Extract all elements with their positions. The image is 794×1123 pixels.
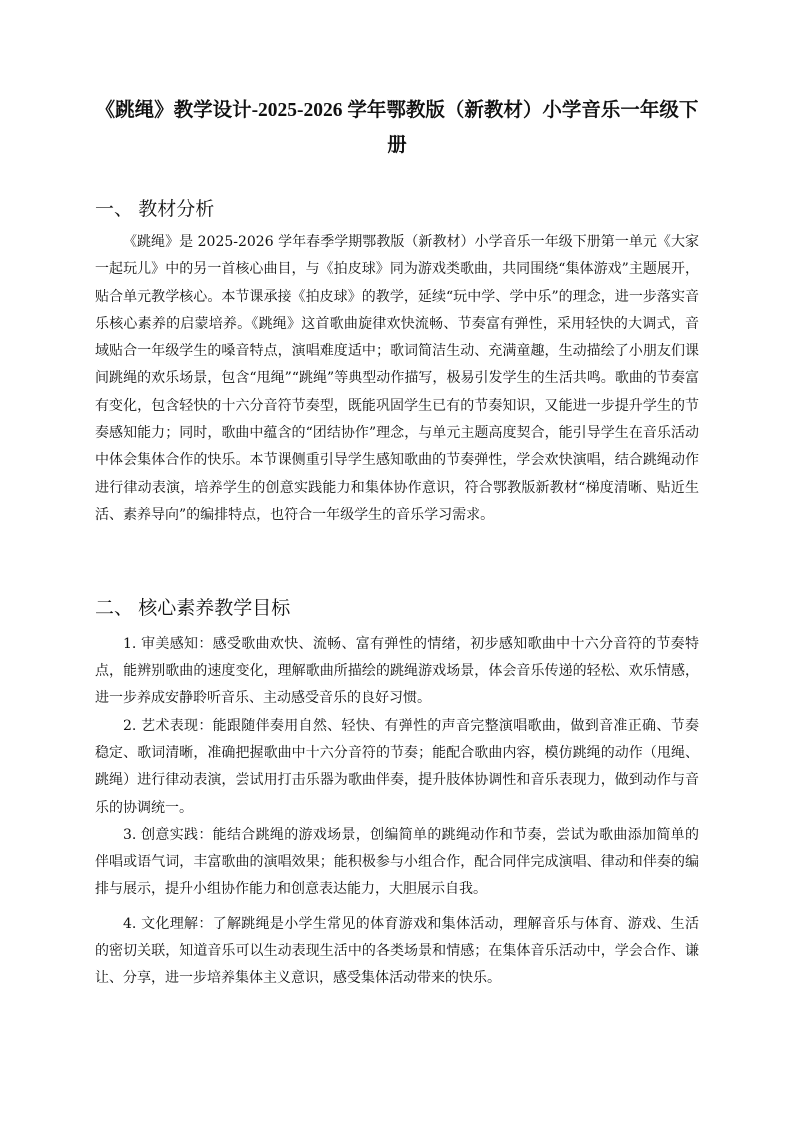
goal-number: 1. [123,636,137,652]
goal-text: 创意实践：能结合跳绳的游戏场景，创编简单的跳绳动作和节奏，尝试为歌曲添加简单的伴唱或语气词，丰富歌曲的演唱效果；能积极参与小组合作，配合同伴完成演唱、律动和伴奏的编排与展示，提升小组协作能力和创意表达能力，大胆展示自我。 [95,827,699,898]
goal-number: 3. [123,827,137,843]
goal-text: 文化理解：了解跳绳是小学生常见的体育游戏和集体活动，理解音乐与体育、游戏、生活的密切关联，知道音乐可以生动表现生活中的各类场景和情感；在集体音乐活动中，学会合作、谦让、分享，进一步培养集体主义意识，感受集体活动带来的快乐。 [95,916,699,987]
goal-item-creative-practice [95,822,699,904]
goal-text: 审美感知：感受歌曲欢快、流畅、富有弹性的情绪，初步感知歌曲中十六分音符的节奏特点，能辨别歌曲的速度变化，理解歌曲所描绘的跳绳游戏场景，体会音乐传递的轻松、欢乐情感，进一步养成安静聆听音乐、主动感受音乐的良好习惯。 [95,636,699,707]
section-heading-textbook-analysis: 一、 教材分析 [95,199,215,220]
textbook-analysis-paragraph: 《跳绳》是 2025-2026 学年春季学期鄂教版（新教材）小学音乐一年级下册第一单元《大家一起玩儿》中的另一首核心曲目，与《拍皮球》同为游戏类歌曲，共同围绕“集体游戏”主题展开，贴合单元教学核心。本节课承接《拍皮球》的教学，延续“玩中学、学中乐”的理念，进一步落实音乐核心素养的启蒙培养。《跳绳》这首歌曲旋律欢快流畅、节奏富有弹性，采用轻快的大调式，音域贴合一年级学生的嗓音特点，演唱难度适中；歌词简洁生动、充满童趣，生动描绘了小朋友们课间跳绳的欢乐场景，包含“甩绳”“跳绳”等典型动作描写，极易引发学生的生活共鸣。歌曲的节奏富有变化，包含轻快的十六分音符节奏型，既能巩固学生已有的节奏知识，又能进一步提升学生的节奏感知能力；同时，歌曲中蕴含的“团结协作”理念，与单元主题高度契合，能引导学生在音乐活动中体会集体合作的快乐。本节课侧重引导学生感知歌曲的节奏弹性，学会欢快演唱，结合跳绳动作进行律动表演，培养学生的创意实践能力和集体协作意识，符合鄂教版新教材“梯度清晰、贴近生活、素养导向”的编排特点，也符合一年级学生的音乐学习需求。 [95,234,699,523]
goal-number: 4. [123,916,137,932]
document-title: 《跳绳》教学设计-2025-2026 学年鄂教版（新教材）小学音乐一年级下册 [95,100,699,156]
goal-item-cultural-understanding [95,911,699,993]
goal-text: 艺术表现：能跟随伴奏用自然、轻快、有弹性的声音完整演唱歌曲，做到音准正确、节奏稳定、歌词清晰，准确把握歌曲中十六分音符的节奏；能配合歌曲内容，模仿跳绳的动作（甩绳、跳绳）进行律动表演，尝试用打击乐器为歌曲伴奏，提升肢体协调性和音乐表现力，做到动作与音乐的协调统一。 [95,718,699,816]
goal-item-artistic-expression [95,713,699,822]
goal-item-aesthetic-perception [95,631,699,713]
goal-number: 2. [123,718,137,734]
section-heading-core-literacy-goals: 二、 核心素养教学目标 [95,598,291,619]
